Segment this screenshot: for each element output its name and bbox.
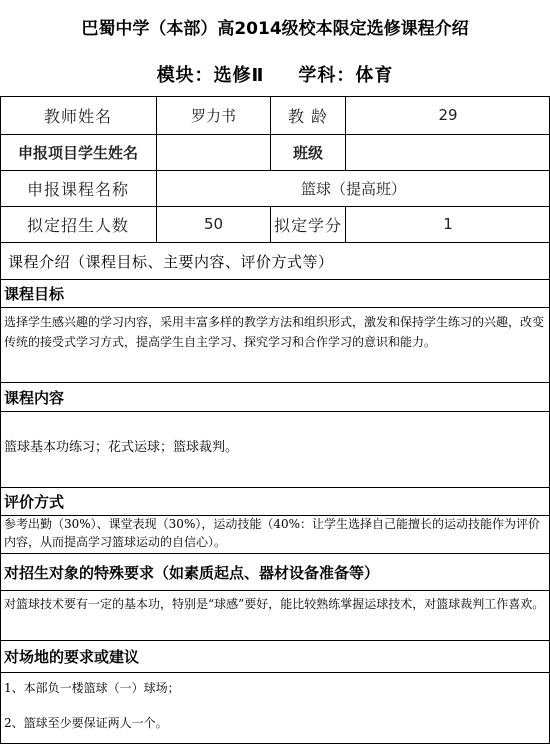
teacher-name-value: 罗力书 xyxy=(190,106,236,125)
credit-label: 拟定学分 xyxy=(273,215,342,235)
course-name-label: 申报课程名称 xyxy=(26,179,129,199)
course-goal-text: 选择学生感兴趣的学习内容，采用丰富多样的教学方法和组织形式，激发和保持学生练习的兴趣，改变传统的接受式学习方式，提高学生自主学习、探究学习和合作学习的意识和能力。 xyxy=(4,315,545,349)
class-value xyxy=(346,134,550,170)
row-divider xyxy=(0,307,550,308)
row-divider xyxy=(0,672,550,673)
teacher-name-label: 教师姓名 xyxy=(43,106,112,126)
enrollment-value: 50 xyxy=(203,215,224,233)
teaching-years-label: 教 龄 xyxy=(287,106,329,126)
course-goal-heading: 课程目标 xyxy=(4,285,65,303)
special-requirements-text: 对篮球技术要有一定的基本功，特别是“球感”要好，能比较熟练掌握运球技术，对篮球裁判工作喜欢。 xyxy=(4,597,545,611)
evaluation-text: 参考出勤（30%）、课堂表现（30%），运动技能（40%：让学生选择自己能擅长的运动技能作为评价内容，从而提高学习篮球运动的自信心）。 xyxy=(4,517,541,549)
module-label: 模块： xyxy=(156,65,214,86)
document-title: 巴蜀中学（本部）高2014级校本限定选修课程介绍 xyxy=(81,18,469,39)
module-subject-line xyxy=(0,56,550,92)
venue-item-1: 1、本部负一楼篮球（一）球场； xyxy=(4,681,180,695)
applicant-value xyxy=(157,134,270,170)
subject-value: 体育 xyxy=(355,65,394,86)
special-requirements-heading: 对招生对象的特殊要求（如素质起点、器材设备准备等） xyxy=(4,563,380,582)
venue-item-2: 2、篮球至少要保证两人一个。 xyxy=(4,716,168,730)
row-divider xyxy=(0,411,550,412)
course-intro-heading: 课程介绍（课程目标、主要内容、评价方式等） xyxy=(8,252,334,271)
teaching-years-value: 29 xyxy=(438,106,458,124)
applicant-label: 申报项目学生姓名 xyxy=(17,143,138,162)
class-label: 班级 xyxy=(292,143,323,162)
enrollment-label: 拟定招生人数 xyxy=(26,215,129,235)
evaluation-heading: 评价方式 xyxy=(4,493,65,511)
course-content-text: 篮球基本功练习；花式运球；篮球裁判。 xyxy=(4,440,239,455)
module-value: 选修Ⅱ xyxy=(213,65,265,86)
row-divider xyxy=(0,590,550,591)
course-content-heading: 课程内容 xyxy=(4,388,65,407)
course-name-value: 篮球（提高班） xyxy=(300,179,406,198)
credit-value: 1 xyxy=(443,215,453,233)
subject-label: 学科： xyxy=(298,65,356,86)
venue-heading: 对场地的要求或建议 xyxy=(4,648,140,666)
